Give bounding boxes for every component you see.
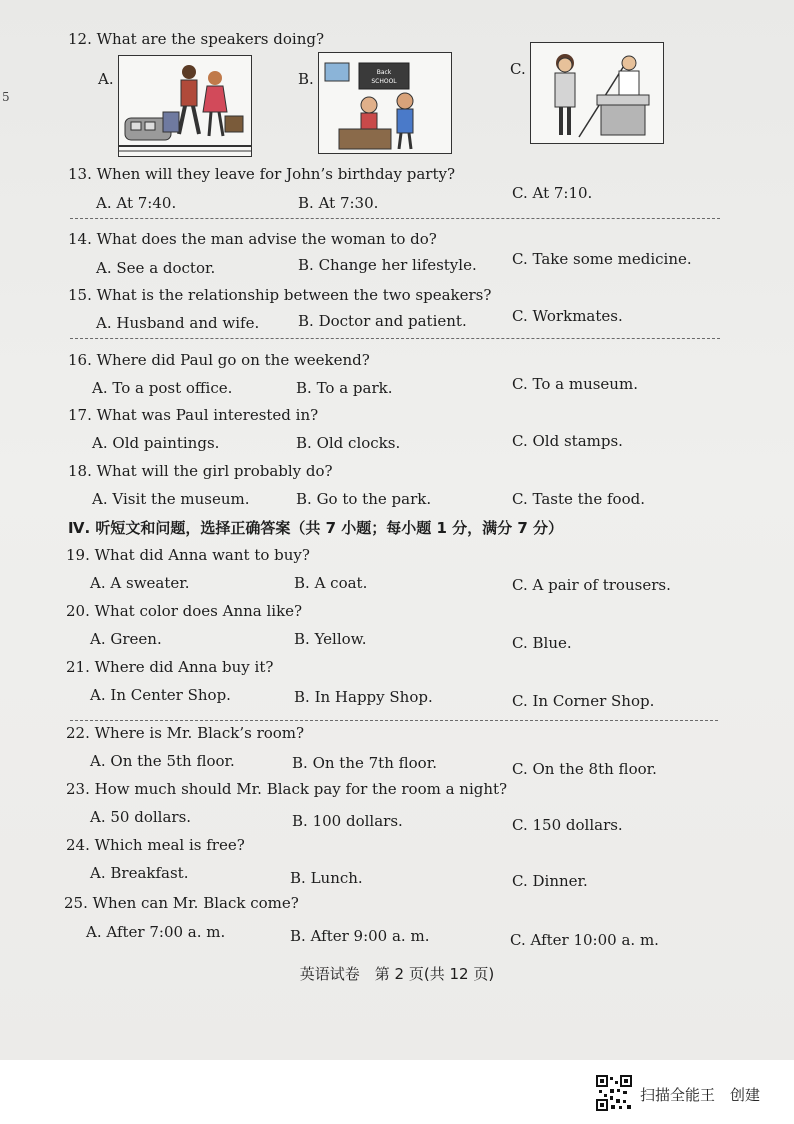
option-b[interactable]: B. On the 7th floor. [292,754,437,772]
option-c[interactable]: C. At 7:10. [512,184,593,202]
option-label: C. [510,60,526,78]
option-b[interactable]: B. Change her lifestyle. [298,256,477,274]
divider [70,720,718,721]
question-text: What will the girl probably do? [96,462,333,480]
option-a[interactable]: A. Visit the museum. [92,490,250,508]
margin-number: 5 [2,90,10,104]
question-25 [64,894,299,912]
question-number: 16. [68,351,92,369]
question-21 [66,658,273,676]
question-15 [68,286,491,304]
question-24 [66,836,245,854]
option-c[interactable]: C. Blue. [512,634,572,652]
question-text: What are the speakers doing? [96,30,325,48]
option-c[interactable]: C. After 10:00 a. m. [510,931,659,949]
question-12 [68,30,324,48]
question-14 [68,230,437,248]
question-number: 17. [68,406,92,424]
option-c[interactable]: C. Taste the food. [512,490,645,508]
question-number: 20. [66,602,90,620]
question-number: 12. [68,30,92,48]
question-text: When can Mr. Black come? [92,894,299,912]
option-a[interactable]: A. To a post office. [92,379,233,397]
option-b[interactable]: B. To a park. [296,379,393,397]
option-b[interactable]: B. Yellow. [294,630,367,648]
option-c[interactable]: C. Workmates. [512,307,623,325]
option-a[interactable]: A. 50 dollars. [90,808,192,826]
picture-travelers-train [118,55,252,157]
question-number: 22. [66,724,90,742]
blackboard-text-line1: Back [376,69,392,76]
question-number: 14. [68,230,92,248]
section-iv-heading: Ⅳ. 听短文和问题，选择正确答案（共 7 小题；每小题 1 分，满分 7 分） [68,519,564,537]
question-17 [68,406,318,424]
blackboard-text-line2: SCHOOL [371,78,397,85]
page-footer: 英语试卷 第 2 页(共 12 页) [299,965,495,983]
question-23 [66,780,507,798]
option-b[interactable]: B. Old clocks. [296,434,401,452]
scanner-watermark [596,1075,786,1111]
question-text: When will they leave for John’s birthday party? [96,165,455,183]
picture-back-to-school [318,52,452,154]
question-text: Where did Paul go on the weekend? [96,351,370,369]
question-13 [68,165,455,183]
option-b[interactable]: B. After 9:00 a. m. [290,927,430,945]
option-a[interactable]: A. After 7:00 a. m. [86,923,226,941]
question-number: 23. [66,780,90,798]
question-text: What is the relationship between the two speakers? [96,286,492,304]
option-b[interactable]: B. Go to the park. [296,490,432,508]
option-label: A. [98,70,114,88]
picture-doctor-patient [530,42,664,144]
question-text: Where is Mr. Black’s room? [94,724,305,742]
option-b[interactable]: B. Lunch. [290,869,363,887]
qr-code-icon [596,1075,632,1111]
question-number: 25. [64,894,88,912]
question-number: 13. [68,165,92,183]
option-c[interactable]: C. To a museum. [512,375,638,393]
option-label: B. [298,70,314,88]
question-text: What color does Anna like? [94,602,303,620]
option-a[interactable]: A. Old paintings. [92,434,220,452]
option-a[interactable]: A. A sweater. [90,574,190,592]
question-text: Which meal is free? [94,836,245,854]
question-19 [66,546,310,564]
back-to-school-illustration [319,53,451,153]
question-16 [68,351,370,369]
option-a[interactable]: A. In Center Shop. [90,686,231,704]
divider [70,338,720,339]
option-c[interactable]: C. 150 dollars. [512,816,623,834]
option-b[interactable]: B. Doctor and patient. [298,312,467,330]
question-number: 24. [66,836,90,854]
option-c[interactable]: C. Dinner. [512,872,588,890]
option-c[interactable]: C. In Corner Shop. [512,692,655,710]
question-20 [66,602,302,620]
option-b[interactable]: B. In Happy Shop. [294,688,433,706]
option-a[interactable]: A. Husband and wife. [96,314,260,332]
question-text: How much should Mr. Black pay for the room a night? [94,780,508,798]
travelers-train-illustration [119,56,251,156]
question-18 [68,462,333,480]
option-a[interactable]: A. Breakfast. [90,864,189,882]
watermark-text: 扫描全能王 创建 [640,1086,761,1104]
option-a[interactable]: A. At 7:40. [96,194,177,212]
question-number: 19. [66,546,90,564]
option-c[interactable]: C. On the 8th floor. [512,760,657,778]
option-c[interactable]: C. Old stamps. [512,432,623,450]
doctor-patient-illustration [531,43,663,143]
question-number: 15. [68,286,92,304]
question-text: What did Anna want to buy? [94,546,310,564]
question-text: Where did Anna buy it? [94,658,274,676]
option-b[interactable]: B. At 7:30. [298,194,379,212]
divider [70,218,720,219]
question-text: What does the man advise the woman to do? [96,230,437,248]
question-22 [66,724,304,742]
option-c[interactable]: C. A pair of trousers. [512,576,671,594]
option-b[interactable]: B. 100 dollars. [292,812,403,830]
question-number: 21. [66,658,90,676]
option-a[interactable]: A. See a doctor. [96,259,216,277]
option-a[interactable]: A. Green. [90,630,162,648]
question-number: 18. [68,462,92,480]
option-b[interactable]: B. A coat. [294,574,368,592]
question-text: What was Paul interested in? [96,406,319,424]
option-a[interactable]: A. On the 5th floor. [90,752,235,770]
option-c[interactable]: C. Take some medicine. [512,250,692,268]
